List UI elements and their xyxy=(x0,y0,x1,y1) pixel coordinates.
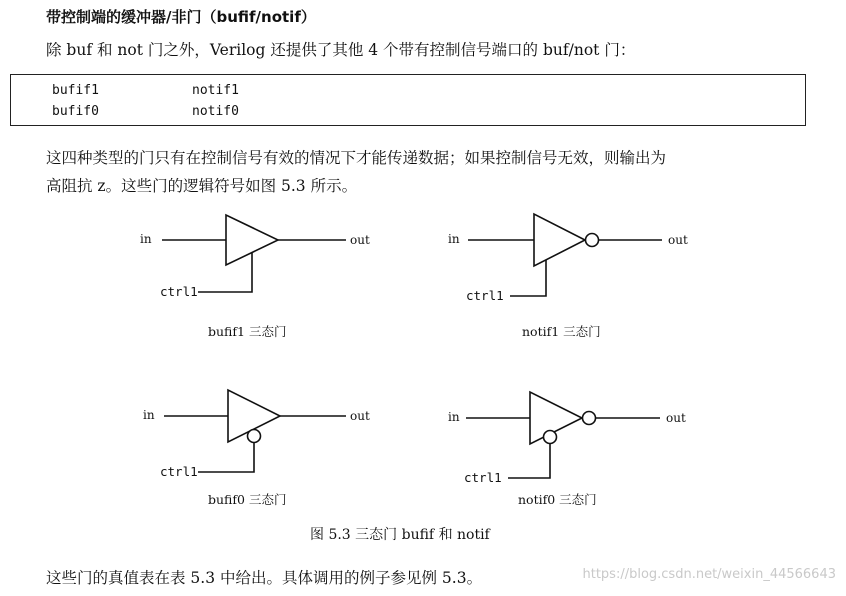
gate3-ctrl-label: ctrl1 xyxy=(160,464,198,479)
gate2-ctrl-wire xyxy=(510,260,546,296)
code-bufif0: bufif0 xyxy=(52,104,99,119)
gate4-ctrl-label: ctrl1 xyxy=(464,470,502,485)
gate2-bubble xyxy=(586,234,599,247)
gate2-caption: notif1 三态门 xyxy=(522,324,601,339)
paragraph-line-1: 这四种类型的门只有在控制信号有效的情况下才能传递数据；如果控制信号无效，则输出为 xyxy=(46,149,667,167)
gate3-in-label: in xyxy=(143,408,155,422)
gate2-ctrl-label: ctrl1 xyxy=(466,288,504,303)
gate3-out-label: out xyxy=(350,409,370,423)
code-notif1: notif1 xyxy=(192,83,239,98)
gate4-in-label: in xyxy=(448,410,460,424)
watermark: https://blog.csdn.net/weixin_44566643 xyxy=(582,567,836,582)
gate4-caption: notif0 三态门 xyxy=(518,492,597,507)
code-bufif1: bufif1 xyxy=(52,83,99,98)
gate4-bubble xyxy=(583,412,596,425)
gate2-in-label: in xyxy=(448,232,460,246)
intro-paragraph: 除 buf 和 not 门之外，Verilog 还提供了其他 4 个带有控制信号端口的 buf/not 门： xyxy=(46,41,636,59)
paragraph-line-2: 高阻抗 z。这些门的逻辑符号如图 5.3 所示。 xyxy=(46,177,358,195)
gate4-ctrl-bubble xyxy=(544,431,557,444)
code-notif0: notif0 xyxy=(192,104,239,119)
gate4-ctrl-wire xyxy=(508,443,550,478)
gate3-ctrl-bubble xyxy=(248,430,261,443)
gate3-caption: bufif0 三态门 xyxy=(208,492,287,507)
gate1-ctrl-label: ctrl1 xyxy=(160,284,198,299)
gate1-ctrl-wire xyxy=(198,253,252,292)
gate3-ctrl-wire xyxy=(198,442,254,472)
section-heading: 带控制端的缓冲器/非门（bufif/notif） xyxy=(46,8,316,26)
gate4-out-label: out xyxy=(666,411,686,425)
figure-caption: 图 5.3 三态门 bufif 和 notif xyxy=(310,527,490,543)
footer-paragraph: 这些门的真值表在表 5.3 中给出。具体调用的例子参见例 5.3。 xyxy=(46,569,483,587)
gate2-out-label: out xyxy=(668,233,688,247)
gate2-triangle xyxy=(534,214,585,266)
gate1-caption: bufif1 三态门 xyxy=(208,324,287,339)
gate1-out-label: out xyxy=(350,233,370,247)
gate1-in-label: in xyxy=(140,232,152,246)
